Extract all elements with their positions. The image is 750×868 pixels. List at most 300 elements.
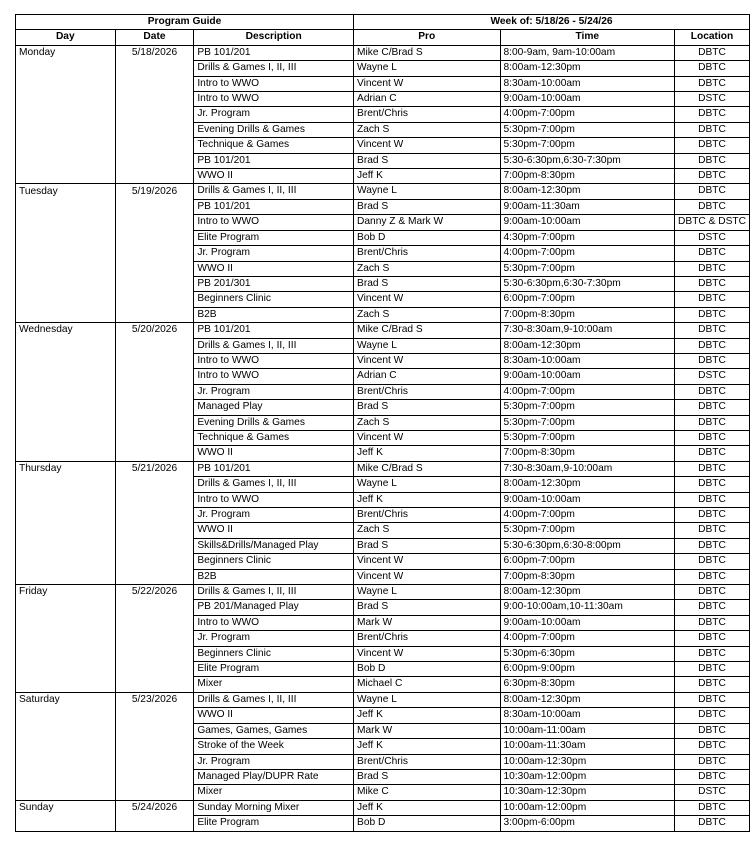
pro-cell: Wayne L <box>354 692 500 707</box>
location-cell: DBTC <box>675 307 750 322</box>
description-cell: Managed Play/DUPR Rate <box>194 769 354 784</box>
date-cell: 5/20/2026 <box>115 323 194 338</box>
day-cell <box>16 816 116 831</box>
description-cell: Intro to WWO <box>194 215 354 230</box>
location-cell: DBTC <box>675 600 750 615</box>
table-row <box>16 662 750 677</box>
time-cell: 8:30am-10:00am <box>500 353 675 368</box>
location-cell: DSTC <box>675 92 750 107</box>
description-cell: Beginners Clinic <box>194 554 354 569</box>
column-header-row <box>16 30 750 45</box>
description-cell: Jr. Program <box>194 508 354 523</box>
location-cell: DBTC <box>675 261 750 276</box>
pro-cell: Wayne L <box>354 585 500 600</box>
day-cell <box>16 199 116 214</box>
pro-cell: Mike C/Brad S <box>354 45 500 60</box>
table-row <box>16 631 750 646</box>
location-cell: DBTC <box>675 384 750 399</box>
day-cell <box>16 246 116 261</box>
description-cell: Elite Program <box>194 230 354 245</box>
table-row <box>16 723 750 738</box>
location-cell: DBTC <box>675 430 750 445</box>
pro-cell: Mike C/Brad S <box>354 461 500 476</box>
table-row <box>16 338 750 353</box>
date-cell <box>115 122 194 137</box>
location-cell: DSTC <box>675 369 750 384</box>
date-cell <box>115 446 194 461</box>
date-cell <box>115 615 194 630</box>
day-cell <box>16 261 116 276</box>
date-cell <box>115 400 194 415</box>
day-cell <box>16 92 116 107</box>
table-row <box>16 276 750 291</box>
day-cell <box>16 631 116 646</box>
time-cell: 8:00am-12:30pm <box>500 477 675 492</box>
time-cell: 8:30am-10:00am <box>500 708 675 723</box>
time-cell: 5:30pm-7:00pm <box>500 122 675 137</box>
day-cell: Tuesday <box>16 184 116 199</box>
time-cell: 8:00am-12:30pm <box>500 61 675 76</box>
day-cell <box>16 230 116 245</box>
date-cell <box>115 631 194 646</box>
location-cell: DBTC <box>675 246 750 261</box>
description-cell: PB 101/201 <box>194 461 354 476</box>
table-row <box>16 800 750 815</box>
date-cell <box>115 477 194 492</box>
time-cell: 6:00pm-7:00pm <box>500 554 675 569</box>
day-cell <box>16 169 116 184</box>
description-cell: Managed Play <box>194 400 354 415</box>
day-cell <box>16 384 116 399</box>
description-cell: Drills & Games I, II, III <box>194 585 354 600</box>
time-cell: 9:00am-10:00am <box>500 92 675 107</box>
date-cell <box>115 785 194 800</box>
date-cell: 5/18/2026 <box>115 45 194 60</box>
table-row <box>16 76 750 91</box>
location-cell: DBTC <box>675 446 750 461</box>
table-row <box>16 292 750 307</box>
pro-cell: Mark W <box>354 723 500 738</box>
day-cell <box>16 662 116 677</box>
location-cell: DBTC <box>675 477 750 492</box>
table-row <box>16 769 750 784</box>
description-cell: Drills & Games I, II, III <box>194 477 354 492</box>
date-cell <box>115 138 194 153</box>
description-cell: WWO II <box>194 446 354 461</box>
table-row <box>16 461 750 476</box>
time-cell: 6:00pm-7:00pm <box>500 292 675 307</box>
location-cell: DBTC <box>675 523 750 538</box>
description-cell: Beginners Clinic <box>194 292 354 307</box>
description-cell: PB 101/201 <box>194 323 354 338</box>
pro-cell: Zach S <box>354 307 500 322</box>
location-cell: DBTC <box>675 692 750 707</box>
table-row <box>16 523 750 538</box>
time-cell: 10:30am-12:30pm <box>500 785 675 800</box>
pro-cell: Bob D <box>354 662 500 677</box>
day-cell <box>16 477 116 492</box>
description-cell: Intro to WWO <box>194 353 354 368</box>
date-cell <box>115 353 194 368</box>
location-cell: DBTC <box>675 138 750 153</box>
description-cell: WWO II <box>194 523 354 538</box>
description-cell: Games, Games, Games <box>194 723 354 738</box>
pro-cell: Jeff K <box>354 800 500 815</box>
table-row <box>16 92 750 107</box>
pro-cell: Zach S <box>354 523 500 538</box>
table-row <box>16 199 750 214</box>
description-cell: Drills & Games I, II, III <box>194 184 354 199</box>
table-row <box>16 692 750 707</box>
description-cell: B2B <box>194 307 354 322</box>
table-row <box>16 369 750 384</box>
location-cell: DBTC <box>675 415 750 430</box>
day-cell <box>16 554 116 569</box>
description-cell: WWO II <box>194 708 354 723</box>
date-cell <box>115 61 194 76</box>
table-row <box>16 446 750 461</box>
pro-cell: Bob D <box>354 230 500 245</box>
location-cell: DBTC <box>675 323 750 338</box>
location-cell: DBTC & DSTC <box>675 215 750 230</box>
description-cell: Mixer <box>194 785 354 800</box>
location-cell: DBTC <box>675 739 750 754</box>
time-cell: 7:00pm-8:30pm <box>500 169 675 184</box>
column-header-location: Location <box>675 30 750 45</box>
location-cell: DBTC <box>675 76 750 91</box>
description-cell: Intro to WWO <box>194 615 354 630</box>
table-row <box>16 184 750 199</box>
time-cell: 5:30pm-7:00pm <box>500 415 675 430</box>
time-cell: 5:30pm-7:00pm <box>500 430 675 445</box>
table-row <box>16 600 750 615</box>
column-header-description: Description <box>194 30 354 45</box>
time-cell: 10:00am-12:00pm <box>500 800 675 815</box>
location-cell: DBTC <box>675 569 750 584</box>
description-cell: Elite Program <box>194 816 354 831</box>
day-cell <box>16 538 116 553</box>
day-cell <box>16 615 116 630</box>
time-cell: 10:00am-12:30pm <box>500 754 675 769</box>
pro-cell: Brad S <box>354 276 500 291</box>
pro-cell: Wayne L <box>354 338 500 353</box>
pro-cell: Brent/Chris <box>354 107 500 122</box>
time-cell: 5:30pm-7:00pm <box>500 138 675 153</box>
pro-cell: Adrian C <box>354 92 500 107</box>
location-cell: DBTC <box>675 153 750 168</box>
day-cell <box>16 646 116 661</box>
date-cell: 5/22/2026 <box>115 585 194 600</box>
pro-cell: Adrian C <box>354 369 500 384</box>
day-cell <box>16 677 116 692</box>
location-cell: DBTC <box>675 800 750 815</box>
table-row <box>16 477 750 492</box>
time-cell: 9:00am-10:00am <box>500 615 675 630</box>
pro-cell: Zach S <box>354 122 500 137</box>
column-header-pro: Pro <box>354 30 500 45</box>
time-cell: 5:30pm-7:00pm <box>500 523 675 538</box>
location-cell: DBTC <box>675 169 750 184</box>
date-cell <box>115 246 194 261</box>
time-cell: 4:00pm-7:00pm <box>500 508 675 523</box>
table-row <box>16 585 750 600</box>
time-cell: 8:30am-10:00am <box>500 76 675 91</box>
pro-cell: Brad S <box>354 769 500 784</box>
description-cell: Intro to WWO <box>194 492 354 507</box>
description-cell: Technique & Games <box>194 138 354 153</box>
location-cell: DBTC <box>675 199 750 214</box>
pro-cell: Zach S <box>354 261 500 276</box>
table-row <box>16 415 750 430</box>
day-cell <box>16 353 116 368</box>
table-row <box>16 215 750 230</box>
location-cell: DBTC <box>675 492 750 507</box>
time-cell: 5:30pm-7:00pm <box>500 400 675 415</box>
pro-cell: Jeff K <box>354 169 500 184</box>
day-cell <box>16 107 116 122</box>
time-cell: 4:00pm-7:00pm <box>500 246 675 261</box>
time-cell: 9:00am-10:00am <box>500 369 675 384</box>
day-cell <box>16 569 116 584</box>
date-cell <box>115 508 194 523</box>
table-row <box>16 538 750 553</box>
pro-cell: Vincent W <box>354 646 500 661</box>
time-cell: 8:00am-12:30pm <box>500 692 675 707</box>
description-cell: Jr. Program <box>194 384 354 399</box>
time-cell: 4:00pm-7:00pm <box>500 631 675 646</box>
location-cell: DBTC <box>675 292 750 307</box>
day-cell <box>16 76 116 91</box>
date-cell <box>115 723 194 738</box>
day-cell <box>16 600 116 615</box>
pro-cell: Michael C <box>354 677 500 692</box>
location-cell: DSTC <box>675 230 750 245</box>
date-cell: 5/23/2026 <box>115 692 194 707</box>
pro-cell: Wayne L <box>354 184 500 199</box>
description-cell: PB 201/Managed Play <box>194 600 354 615</box>
pro-cell: Zach S <box>354 415 500 430</box>
day-cell <box>16 215 116 230</box>
pro-cell: Jeff K <box>354 708 500 723</box>
day-cell <box>16 153 116 168</box>
time-cell: 4:00pm-7:00pm <box>500 107 675 122</box>
description-cell: Elite Program <box>194 662 354 677</box>
location-cell: DBTC <box>675 538 750 553</box>
day-cell: Friday <box>16 585 116 600</box>
time-cell: 4:00pm-7:00pm <box>500 384 675 399</box>
location-cell: DBTC <box>675 769 750 784</box>
time-cell: 7:00pm-8:30pm <box>500 307 675 322</box>
date-cell <box>115 492 194 507</box>
description-cell: Jr. Program <box>194 631 354 646</box>
day-cell <box>16 415 116 430</box>
table-row <box>16 785 750 800</box>
location-cell: DBTC <box>675 585 750 600</box>
table-row <box>16 646 750 661</box>
description-cell: Intro to WWO <box>194 92 354 107</box>
description-cell: Jr. Program <box>194 107 354 122</box>
location-cell: DBTC <box>675 646 750 661</box>
location-cell: DBTC <box>675 754 750 769</box>
location-cell: DBTC <box>675 723 750 738</box>
day-cell <box>16 723 116 738</box>
time-cell: 6:30pm-8:30pm <box>500 677 675 692</box>
pro-cell: Jeff K <box>354 739 500 754</box>
week-of-title: Week of: 5/18/26 - 5/24/26 <box>354 15 750 30</box>
schedule-table <box>15 14 750 832</box>
date-cell <box>115 276 194 291</box>
table-row <box>16 353 750 368</box>
location-cell: DBTC <box>675 677 750 692</box>
table-row <box>16 554 750 569</box>
day-cell: Saturday <box>16 692 116 707</box>
day-cell <box>16 338 116 353</box>
date-cell <box>115 415 194 430</box>
description-cell: Drills & Games I, II, III <box>194 61 354 76</box>
date-cell <box>115 169 194 184</box>
table-row <box>16 169 750 184</box>
date-cell <box>115 338 194 353</box>
description-cell: PB 101/201 <box>194 153 354 168</box>
table-row <box>16 307 750 322</box>
day-cell <box>16 508 116 523</box>
day-cell <box>16 754 116 769</box>
date-cell <box>115 662 194 677</box>
pro-cell: Vincent W <box>354 353 500 368</box>
description-cell: Jr. Program <box>194 754 354 769</box>
description-cell: Evening Drills & Games <box>194 415 354 430</box>
description-cell: B2B <box>194 569 354 584</box>
day-cell <box>16 400 116 415</box>
day-cell <box>16 739 116 754</box>
location-cell: DBTC <box>675 338 750 353</box>
date-cell <box>115 199 194 214</box>
time-cell: 9:00-10:00am,10-11:30am <box>500 600 675 615</box>
time-cell: 5:30pm-7:00pm <box>500 261 675 276</box>
description-cell: Stroke of the Week <box>194 739 354 754</box>
date-cell <box>115 92 194 107</box>
location-cell: DBTC <box>675 816 750 831</box>
table-row <box>16 677 750 692</box>
table-row <box>16 508 750 523</box>
location-cell: DBTC <box>675 554 750 569</box>
time-cell: 8:00am-12:30pm <box>500 338 675 353</box>
location-cell: DBTC <box>675 631 750 646</box>
location-cell: DBTC <box>675 61 750 76</box>
location-cell: DBTC <box>675 184 750 199</box>
table-row <box>16 708 750 723</box>
day-cell <box>16 138 116 153</box>
date-cell <box>115 816 194 831</box>
date-cell <box>115 523 194 538</box>
date-cell <box>115 677 194 692</box>
day-cell <box>16 122 116 137</box>
description-cell: Sunday Morning Mixer <box>194 800 354 815</box>
program-guide-title: Program Guide <box>16 15 354 30</box>
date-cell <box>115 153 194 168</box>
table-row <box>16 384 750 399</box>
time-cell: 7:00pm-8:30pm <box>500 446 675 461</box>
description-cell: Intro to WWO <box>194 369 354 384</box>
description-cell: Jr. Program <box>194 246 354 261</box>
day-cell <box>16 708 116 723</box>
pro-cell: Brad S <box>354 400 500 415</box>
day-cell <box>16 785 116 800</box>
day-cell <box>16 523 116 538</box>
day-cell <box>16 446 116 461</box>
date-cell <box>115 646 194 661</box>
time-cell: 4:30pm-7:00pm <box>500 230 675 245</box>
time-cell: 5:30-6:30pm,6:30-7:30pm <box>500 153 675 168</box>
pro-cell: Mike C/Brad S <box>354 323 500 338</box>
time-cell: 9:00am-10:00am <box>500 492 675 507</box>
date-cell <box>115 384 194 399</box>
table-row <box>16 739 750 754</box>
description-cell: Skills&Drills/Managed Play <box>194 538 354 553</box>
table-row <box>16 816 750 831</box>
description-cell: PB 101/201 <box>194 45 354 60</box>
date-cell: 5/24/2026 <box>115 800 194 815</box>
day-cell <box>16 61 116 76</box>
pro-cell: Brad S <box>354 153 500 168</box>
day-cell <box>16 492 116 507</box>
location-cell: DBTC <box>675 461 750 476</box>
time-cell: 7:30-8:30am,9-10:00am <box>500 461 675 476</box>
date-cell <box>115 554 194 569</box>
date-cell <box>115 292 194 307</box>
location-cell: DBTC <box>675 708 750 723</box>
date-cell <box>115 538 194 553</box>
date-cell <box>115 307 194 322</box>
description-cell: Technique & Games <box>194 430 354 445</box>
location-cell: DBTC <box>675 353 750 368</box>
pro-cell: Danny Z & Mark W <box>354 215 500 230</box>
date-cell <box>115 430 194 445</box>
location-cell: DBTC <box>675 400 750 415</box>
pro-cell: Brad S <box>354 538 500 553</box>
time-cell: 8:00-9am, 9am-10:00am <box>500 45 675 60</box>
table-row <box>16 492 750 507</box>
day-cell: Monday <box>16 45 116 60</box>
time-cell: 3:00pm-6:00pm <box>500 816 675 831</box>
time-cell: 5:30-6:30pm,6:30-8:00pm <box>500 538 675 553</box>
pro-cell: Mike C <box>354 785 500 800</box>
table-row <box>16 153 750 168</box>
time-cell: 10:00am-11:30am <box>500 739 675 754</box>
pro-cell: Jeff K <box>354 492 500 507</box>
description-cell: Drills & Games I, II, III <box>194 692 354 707</box>
day-cell: Sunday <box>16 800 116 815</box>
time-cell: 8:00am-12:30pm <box>500 184 675 199</box>
location-cell: DBTC <box>675 107 750 122</box>
time-cell: 8:00am-12:30pm <box>500 585 675 600</box>
day-cell <box>16 430 116 445</box>
title-row <box>16 15 750 30</box>
day-cell <box>16 292 116 307</box>
date-cell <box>115 569 194 584</box>
date-cell <box>115 739 194 754</box>
pro-cell: Vincent W <box>354 569 500 584</box>
pro-cell: Brent/Chris <box>354 754 500 769</box>
table-row <box>16 569 750 584</box>
column-header-time: Time <box>500 30 675 45</box>
date-cell: 5/21/2026 <box>115 461 194 476</box>
time-cell: 10:30am-12:00pm <box>500 769 675 784</box>
location-cell: DBTC <box>675 508 750 523</box>
pro-cell: Vincent W <box>354 76 500 91</box>
date-cell <box>115 754 194 769</box>
table-row <box>16 45 750 60</box>
